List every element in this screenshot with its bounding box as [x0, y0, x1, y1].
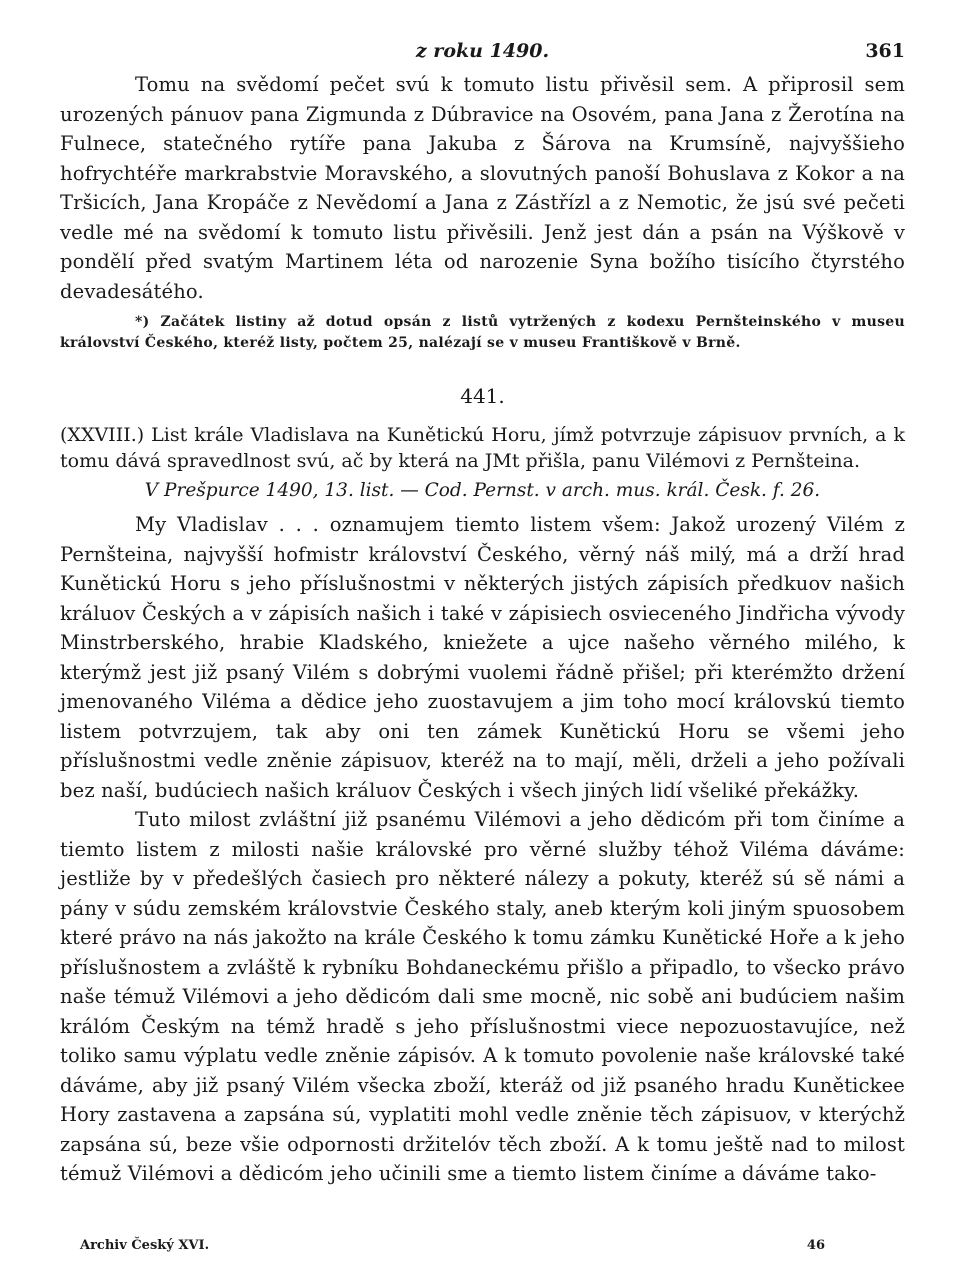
document-regest: (XXVIII.) List krále Vladislava na Kunětickú Horu, jímž potvrzuje zápisuov prvních, a k tomu dává spravedlnost svú, ač by která na JMt přišla, panu Vilémovi z Pernšteina.: [60, 424, 905, 472]
footnote: *) Začátek listiny až dotud opsán z listů vytržených z kodexu Pernšteinského v museu království Českého, kteréž listy, počtem 25, nalézají se v museu Františkově v Brně.: [60, 314, 905, 351]
page-footer: [60, 1238, 905, 1258]
running-head: [60, 40, 905, 70]
document-paragraph-2: Tuto milost zvláštní již psanému Vilémovi a jeho dědicóm při tom činíme a tiemto listem z milosti našie královské pro věrné služby téhož Viléma dáváme: jestliže by v předešlých časiech pro některé nálezy a pokuty, kteréž sú sě námi a pány v súdu zemském královstvie Českého staly, aneb kterým koli jiným spuosobem které právo na nás jakožto na krále Českého k tomu zámku Kunětické Hoře a k jeho příslušnostem a zvláště k rybníku Bohdaneckému přišlo a připadlo, to všecko právo naše témuž Vilémovi a jeho dědicóm dali sme mocně, nic sobě ani budúciem našim králóm Českým na témž hradě s jeho příslušnostmi viece nepozuostavujíce, než toliko samu výplatu vedle zněnie zápisóv. A k tomuto povolenie naše královské také dáváme, aby již psaný Vilém všecka zboží, kteráž od již psaného hradu Kunětickee Hory zastavena a zapsána sú, vyplatiti mohl vedle zněnie těch zápisuov, v kterýchž zapsána sú, beze všie odpornosti držitelóv těch zboží. A k tomu ještě nad to milost témuž Vilémovi a dědicóm jeho učinili sme a tiemto listem činíme a dáváme tako-: [60, 808, 905, 1185]
page-number: 361: [865, 40, 905, 62]
footer-signature: Archiv Český XVI.: [80, 1238, 210, 1253]
document-paragraph-1: My Vladislav . . . oznamujem tiemto listem všem: Jakož urozený Vilém z Pernšteina, najvyšší hofmistr království Českého, věrný náš milý, má a drží hrad Kunětickú Horu s jeho příslušnostmi v některých jistých zápisích předkuov našich králuov Českých a v zápisích našich i také v zápisiech osvieceného Jindřicha vývody Minstrberského, hrabie Kladského, kniežete a ujce našeho věrného milého, k kterýmž jest již psaný Vilém s dobrými vuolemi řádně přišel; při kterémžto držení jmenovaného Viléma a dědice jeho zuostavujem a jim toho mocí královskú tiemto listem potvrzujem, tak aby oni ten zámek Kunětickú Horu se všemi jeho příslušnostmi vedle zněnie zápisuov, kteréž na to mají, měli, drželi a jeho požívali bez naší, budúciech našich králuov Českých i všech jiných lidí všeliké překážky.: [60, 513, 905, 802]
page: [60, 40, 905, 1189]
document-number: 441.: [460, 384, 505, 408]
continuation-paragraph: Tomu na svědomí pečet svú k tomuto listu přivěsil sem. A připrosil sem urozených pánuov pana Zigmunda z Dúbravice na Osovém, pana Jana z Žerotína na Fulnece, statečného rytíře pana Jakuba z Šárova na Krumsíně, najvyššieho hofrychtéře markrabstvie Moravského, a slovutných panoší Bohuslava z Kokor a na Tršicích, Jana Kropáče z Nevědomí a Jana z Zástřízl a z Nemotic, že jsú své pečeti vedle mé na svědomí k tomuto listu přivěsili. Jenž jest dán a psán na Výškově v pondělí před svatým Martinem léta od narozenie Syna božího tisícího čtyrstého devadesátého.: [60, 73, 905, 303]
document-source: V Prešpurce 1490, 13. list. — Cod. Pernst. v arch. mus. král. Česk. f. 26.: [144, 480, 821, 501]
footer-sheet-number: 46: [806, 1238, 825, 1253]
running-head-title: z roku 1490.: [415, 40, 550, 62]
